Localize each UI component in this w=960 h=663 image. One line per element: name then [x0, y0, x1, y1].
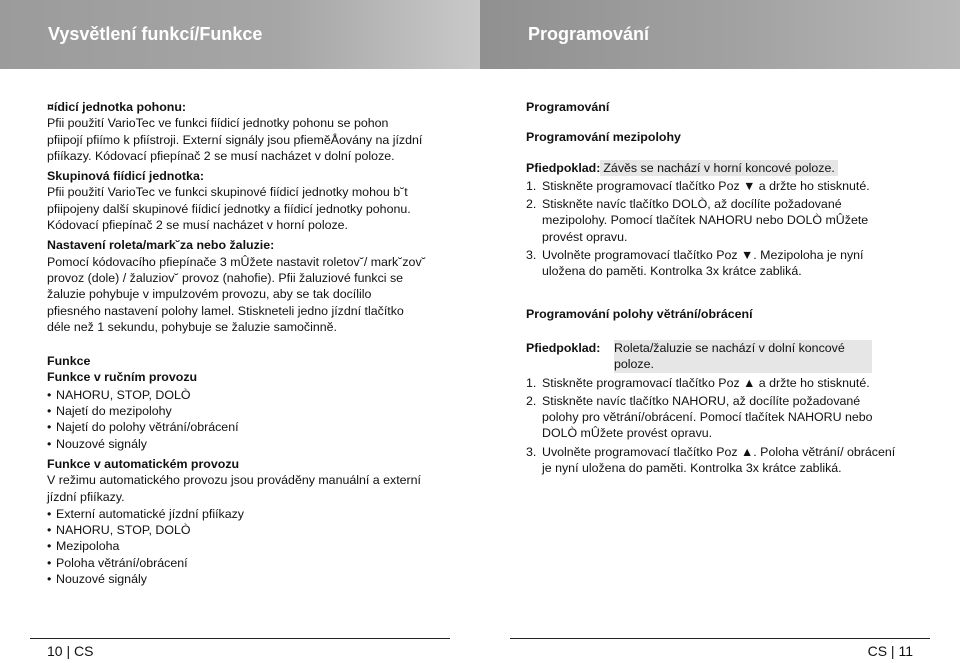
step-item: [526, 444, 896, 477]
step-item: [526, 178, 896, 194]
prerequisite-label: Pfiedpoklad:: [526, 340, 601, 355]
group-control-heading: Skupinová fiídicí jednotka:: [47, 169, 204, 184]
blind-setting-text: Pomocí kódovacího pfiepínače 3 mÛžete nastavit roletov˘/ mark˘zov˘ provoz (dole) / žaluziov˘ provoz (nahofie). Pfii žaluziové funkci se žaluzie pohybuje v impulzovém provozu, aby se tak docílilo pfiesného nastavení polohy lamel. Stiskneteli jedno jízdní tlačítko déle než 1 sekundu, pohybuje se žaluzie samočinnĕ.: [47, 254, 426, 334]
step-text: Stisknĕte programovací tlačítko Poz ▲ a držte ho stisknuté.: [542, 375, 870, 390]
left-page-title: Vysvětlení funkcí/Funkce: [48, 24, 263, 44]
manual-mode-heading: Funkce v ručním provozu: [47, 370, 198, 385]
step-text: Uvolnĕte programovací tlačítko Poz ▼. Mezipoloha je nyní uložena do pamĕti. Kontrolka 3x krátce zabliká.: [542, 248, 864, 279]
step-item: [526, 196, 896, 245]
programming-heading: Programování: [526, 100, 610, 114]
list-item: • Nouzové signály: [47, 436, 427, 452]
step-number: 2.: [526, 393, 537, 408]
right-page-header: [480, 0, 960, 69]
page-number-right: CS | 11: [867, 643, 913, 659]
automatic-mode-text: V režimu automatického provozu jsou provádĕny manuální a externí jízdní pfiíkazy.: [47, 473, 421, 504]
list-item: • Najetí do polohy vĕtrání/obrácení: [47, 419, 427, 435]
automatic-functions-list: [47, 506, 427, 587]
left-column: [47, 99, 427, 587]
drive-control-text: Pfii použití VarioTec ve funkci fiídicí jednotky pohonu se pohon pfiipojí pfiímo k pfiístroji. Externí signály jsou pfiemĕÅovány na jízdní pfiíkazy. Kódovací pfiepínač 2 se musí nacházet v dolní poloze.: [47, 116, 423, 163]
group-control-text: Pfii použití VarioTec ve funkci skupinové fiídicí jednotky mohou b˘t pfiipojeny další skupinové fiídicí jednotky a fiídicí jednotky pohonu. Kódovací pfiepínač 2 se musí nacházet v horní poloze.: [47, 185, 411, 233]
right-column: [526, 99, 896, 476]
step-item: [526, 375, 896, 391]
prerequisite-1: [526, 160, 896, 176]
left-page-header: [0, 0, 480, 69]
right-page-title: Programování: [528, 24, 650, 44]
intermediate-position-heading: Programování mezipolohy: [526, 130, 681, 145]
step-number: 3.: [526, 248, 537, 263]
list-item: • Externí automatické jízdní pfiíkazy: [47, 506, 427, 522]
list-item: • Poloha vĕtrání/obrácení: [47, 555, 427, 571]
drive-control-heading: ¤ídicí jednotka pohonu:: [47, 100, 187, 114]
step-number: 2.: [526, 197, 537, 212]
step-text: Stisknĕte navíc tlačítko NAHORU, až docílíte požadované polohy pro vĕtrání/obrácení. Pomocí tlačítek NAHORU nebo DOLÒ mÛžete provést opravu.: [542, 393, 873, 441]
step-item: [526, 393, 896, 442]
step-text: Uvolnĕte programovací tlačítko Poz ▲. Poloha vĕtrání/ obrácení je nyní uložena do pamĕti. Kontrolka 3x krátce zabliká.: [542, 444, 896, 476]
functions-heading: Funkce: [47, 354, 91, 369]
blind-setting-heading: Nastavení roleta/mark˘za nebo žaluzie:: [47, 238, 275, 253]
step-item: [526, 247, 896, 280]
step-text: Stisknĕte navíc tlačítko DOLÒ, až docílíte požadované mezipolohy. Pomocí tlačítek NAHORU nebo DOLÒ mÛžete provést opravu.: [542, 197, 869, 244]
prerequisite-2: [526, 340, 896, 373]
list-item: • Mezipoloha: [47, 538, 427, 554]
list-item: • Najetí do mezipolohy: [47, 403, 427, 419]
step-number: 1.: [526, 178, 537, 193]
prerequisite-value: Roleta/žaluzie se nachází v dolní koncové poloze.: [614, 340, 872, 373]
footer-divider-left: [30, 638, 450, 639]
prerequisite-value: Závĕs se nachází v horní koncové poloze.: [600, 160, 837, 176]
step-number: 1.: [526, 375, 537, 390]
ventilation-position-heading: Programování polohy vĕtrání/obrácení: [526, 306, 753, 321]
list-item: • NAHORU, STOP, DOLÒ: [47, 522, 427, 538]
page-number-left: 10 | CS: [47, 643, 94, 659]
step-text: Stisknĕte programovací tlačítko Poz ▼ a držte ho stisknuté.: [542, 178, 870, 193]
manual-functions-list: [47, 387, 427, 452]
prerequisite-label: Pfiedpoklad:: [526, 160, 601, 175]
automatic-mode-heading: Funkce v automatickém provozu: [47, 456, 240, 471]
step-number: 3.: [526, 444, 537, 459]
list-item: • NAHORU, STOP, DOLÒ: [47, 387, 427, 403]
list-item: • Nouzové signály: [47, 571, 427, 587]
footer-divider-right: [510, 638, 930, 639]
